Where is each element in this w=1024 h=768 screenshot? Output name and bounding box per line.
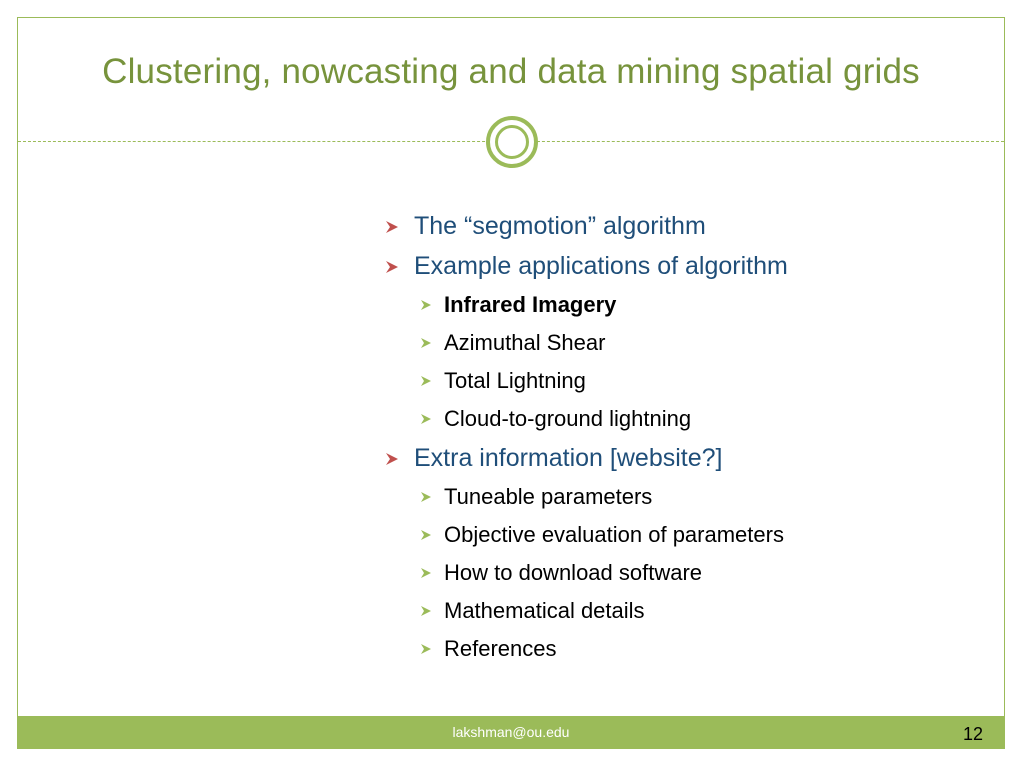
list-item	[385, 206, 985, 246]
bullet-text: Tuneable parameters	[444, 484, 653, 509]
bullet-text: Objective evaluation of parameters	[444, 522, 784, 547]
triangle-arrow-bullet-icon	[420, 413, 432, 425]
bullet-text: Azimuthal Shear	[444, 330, 606, 355]
triangle-arrow-bullet-icon	[420, 375, 432, 387]
bullet-text: Cloud-to-ground lightning	[444, 406, 692, 431]
bullet-list	[385, 206, 985, 668]
slide-title: Clustering, nowcasting and data mining spatial grids	[102, 52, 920, 91]
bullet-text: How to download software	[444, 560, 703, 585]
triangle-arrow-bullet-icon	[420, 529, 432, 541]
footer-email: lakshman@ou.edu	[452, 724, 570, 740]
bullet-text: Mathematical details	[444, 598, 645, 623]
triangle-arrow-bullet-icon	[420, 299, 432, 311]
inner-circle	[495, 125, 529, 159]
list-item	[385, 286, 985, 324]
triangle-arrow-bullet-icon	[420, 567, 432, 579]
bullet-text: References	[444, 636, 557, 661]
list-item	[385, 362, 985, 400]
list-item	[385, 246, 985, 286]
bullet-text: Example applications of algorithm	[414, 252, 788, 280]
footer-bar	[17, 716, 1005, 749]
triangle-arrow-bullet-icon	[420, 337, 432, 349]
list-item	[385, 630, 985, 668]
list-item	[385, 516, 985, 554]
list-item	[385, 324, 985, 362]
bullet-text: Extra information [website?]	[414, 444, 723, 472]
list-item	[385, 438, 985, 478]
double-circle-ornament-icon	[486, 116, 538, 168]
list-item	[385, 592, 985, 630]
bullet-text: The “segmotion” algorithm	[414, 212, 706, 240]
triangle-arrow-bullet-icon	[420, 491, 432, 503]
list-item	[385, 400, 985, 438]
triangle-arrow-bullet-icon	[420, 643, 432, 655]
triangle-arrow-bullet-icon	[420, 605, 432, 617]
triangle-arrow-bullet-icon	[385, 260, 399, 274]
triangle-arrow-bullet-icon	[385, 220, 399, 234]
page-number: 12	[962, 724, 983, 744]
triangle-arrow-bullet-icon	[385, 452, 399, 466]
list-item	[385, 478, 985, 516]
list-item	[385, 554, 985, 592]
bullet-text: Total Lightning	[444, 368, 586, 393]
bullet-text: Infrared Imagery	[444, 292, 617, 317]
